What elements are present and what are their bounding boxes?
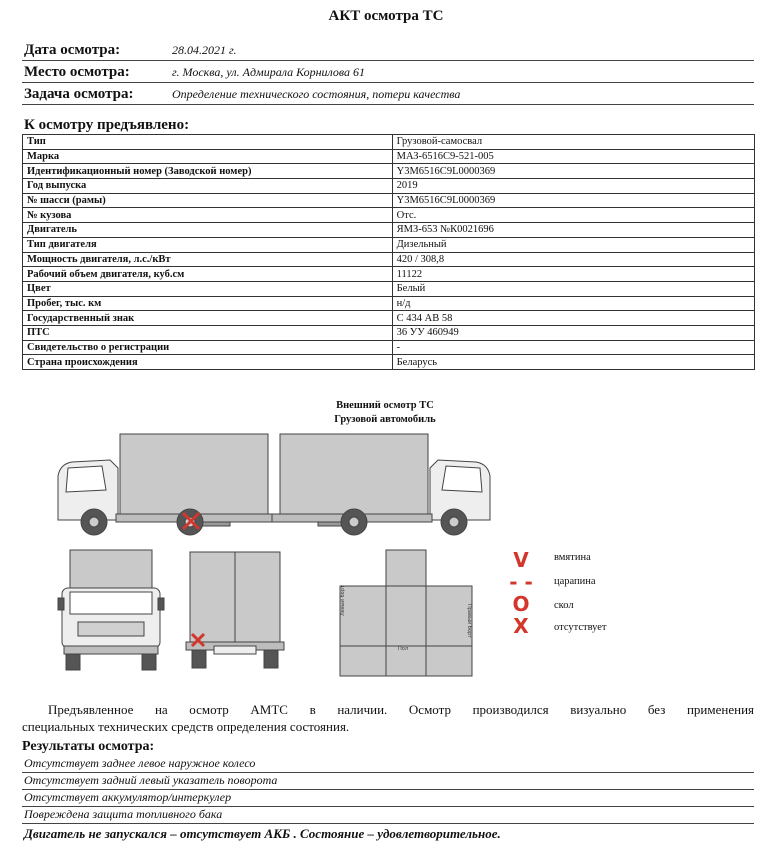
spec-value: МАЗ-6516С9-521-005 xyxy=(392,149,754,164)
table-row xyxy=(23,208,755,223)
spec-value: 11122 xyxy=(392,267,754,282)
inspection-task-row xyxy=(22,84,754,105)
spec-key: Рабочий объем двигателя, куб.см xyxy=(23,267,393,282)
table-row xyxy=(23,252,755,267)
presented-section-title: К осмотру предъявлено: xyxy=(24,117,190,133)
spec-value: Грузовой-самосвал xyxy=(392,135,754,150)
table-row xyxy=(23,311,755,326)
spec-key: Цвет xyxy=(23,281,393,296)
table-row xyxy=(23,223,755,238)
spec-key: Страна происхождения xyxy=(23,355,393,370)
table-row xyxy=(23,164,755,179)
spec-value: ЯМЗ-653 №К0021696 xyxy=(392,223,754,238)
spec-key: Марка xyxy=(23,149,393,164)
document-title: АКТ осмотра ТС xyxy=(328,8,444,24)
table-row xyxy=(23,296,755,311)
spec-value: Y3M6516C9L0000369 xyxy=(392,164,754,179)
missing-icon: X xyxy=(513,614,529,638)
result-line xyxy=(22,789,754,807)
inspection-date-value: 28.04.2021 г. xyxy=(172,43,237,57)
inspection-place-label: Место осмотра: xyxy=(24,64,130,80)
spec-key: Государственный знак xyxy=(23,311,393,326)
result-text: Отсутствует аккумулятор/интеркулер xyxy=(24,790,232,804)
spec-value: Дизельный xyxy=(392,237,754,252)
truck-left-side-view xyxy=(58,434,276,535)
spec-key: Пробег, тыс. км xyxy=(23,296,393,311)
vehicle-spec-table xyxy=(22,134,755,370)
spec-key: Тип xyxy=(23,135,393,150)
paragraph-line-2: специальных технических средств определения состояния. xyxy=(22,719,350,734)
spec-key: Тип двигателя xyxy=(23,237,393,252)
table-row xyxy=(23,179,755,194)
spec-value: Y3M6516C9L0000369 xyxy=(392,193,754,208)
inspection-paragraph xyxy=(22,701,754,735)
table-row xyxy=(23,281,755,296)
scratch-icon: - - xyxy=(509,570,533,594)
results-title: Результаты осмотра: xyxy=(22,739,155,754)
table-row xyxy=(23,149,755,164)
spec-value: 420 / 308,8 xyxy=(392,252,754,267)
table-row xyxy=(23,355,755,370)
result-text: Повреждена защита топливного бака xyxy=(24,807,223,821)
left-board-label: Левый борт xyxy=(340,585,346,616)
inspection-task-value: Определение технического состояния, потери качества xyxy=(172,87,461,101)
table-row xyxy=(23,325,755,340)
result-line xyxy=(22,806,754,824)
spec-key: № шасси (рамы) xyxy=(23,193,393,208)
result-text: Отсутствует заднее левое наружное колесо xyxy=(24,756,256,770)
result-line xyxy=(22,755,754,773)
spec-key: ПТС xyxy=(23,325,393,340)
floor-label: Пол xyxy=(398,646,409,652)
spec-value: - xyxy=(392,340,754,355)
table-row xyxy=(23,237,755,252)
spec-key: Свидетельство о регистрации xyxy=(23,340,393,355)
truck-inspection-diagram xyxy=(40,428,496,684)
spec-key: Мощность двигателя, л.с./кВт xyxy=(23,252,393,267)
spec-value: 36 УУ 460949 xyxy=(392,325,754,340)
final-conclusion: Двигатель не запускался – отсутствует АКБ . Состояние – удовлетворительное. xyxy=(24,826,501,841)
spec-value: н/д xyxy=(392,296,754,311)
inspection-date-label: Дата осмотра: xyxy=(24,42,121,58)
inspection-place-row xyxy=(22,62,754,83)
spec-value: Отс. xyxy=(392,208,754,223)
right-board-label: Правый борт xyxy=(466,604,472,638)
chip-icon: O xyxy=(512,592,530,616)
dent-icon: V xyxy=(513,548,529,572)
inspection-date-row xyxy=(22,40,754,61)
spec-key: № кузова xyxy=(23,208,393,223)
table-row xyxy=(23,340,755,355)
cargo-box-unfolded-view xyxy=(340,550,472,676)
result-text: Отсутствует задний левый указатель поворота xyxy=(24,773,278,787)
legend-dent-label: вмятина xyxy=(554,552,591,563)
result-line xyxy=(22,772,754,790)
spec-key: Двигатель xyxy=(23,223,393,238)
paragraph-line-1: Предъявленное на осмотр АМТС в наличии. Осмотр производился визуально без применения xyxy=(48,702,754,717)
spec-value: Беларусь xyxy=(392,355,754,370)
truck-rear-view xyxy=(186,552,284,668)
table-row xyxy=(23,267,755,282)
spec-value: Белый xyxy=(392,281,754,296)
spec-value: 2019 xyxy=(392,179,754,194)
diagram-subtitle: Грузовой автомобиль xyxy=(334,414,436,425)
inspection-place-value: г. Москва, ул. Адмирала Корнилова 61 xyxy=(172,65,366,79)
spec-key: Идентификационный номер (Заводской номер) xyxy=(23,164,393,179)
legend-missing-label: отсутствует xyxy=(554,622,607,633)
table-row xyxy=(23,135,755,150)
spec-key: Год выпуска xyxy=(23,179,393,194)
inspection-task-label: Задача осмотра: xyxy=(24,86,134,102)
spec-value: С 434 АВ 58 xyxy=(392,311,754,326)
truck-front-view xyxy=(58,550,164,670)
diagram-title: Внешний осмотр ТС xyxy=(336,400,434,411)
table-row xyxy=(23,193,755,208)
legend-scratch-label: царапина xyxy=(554,576,596,587)
legend-chip-label: скол xyxy=(554,600,574,611)
truck-right-side-view xyxy=(272,434,490,535)
